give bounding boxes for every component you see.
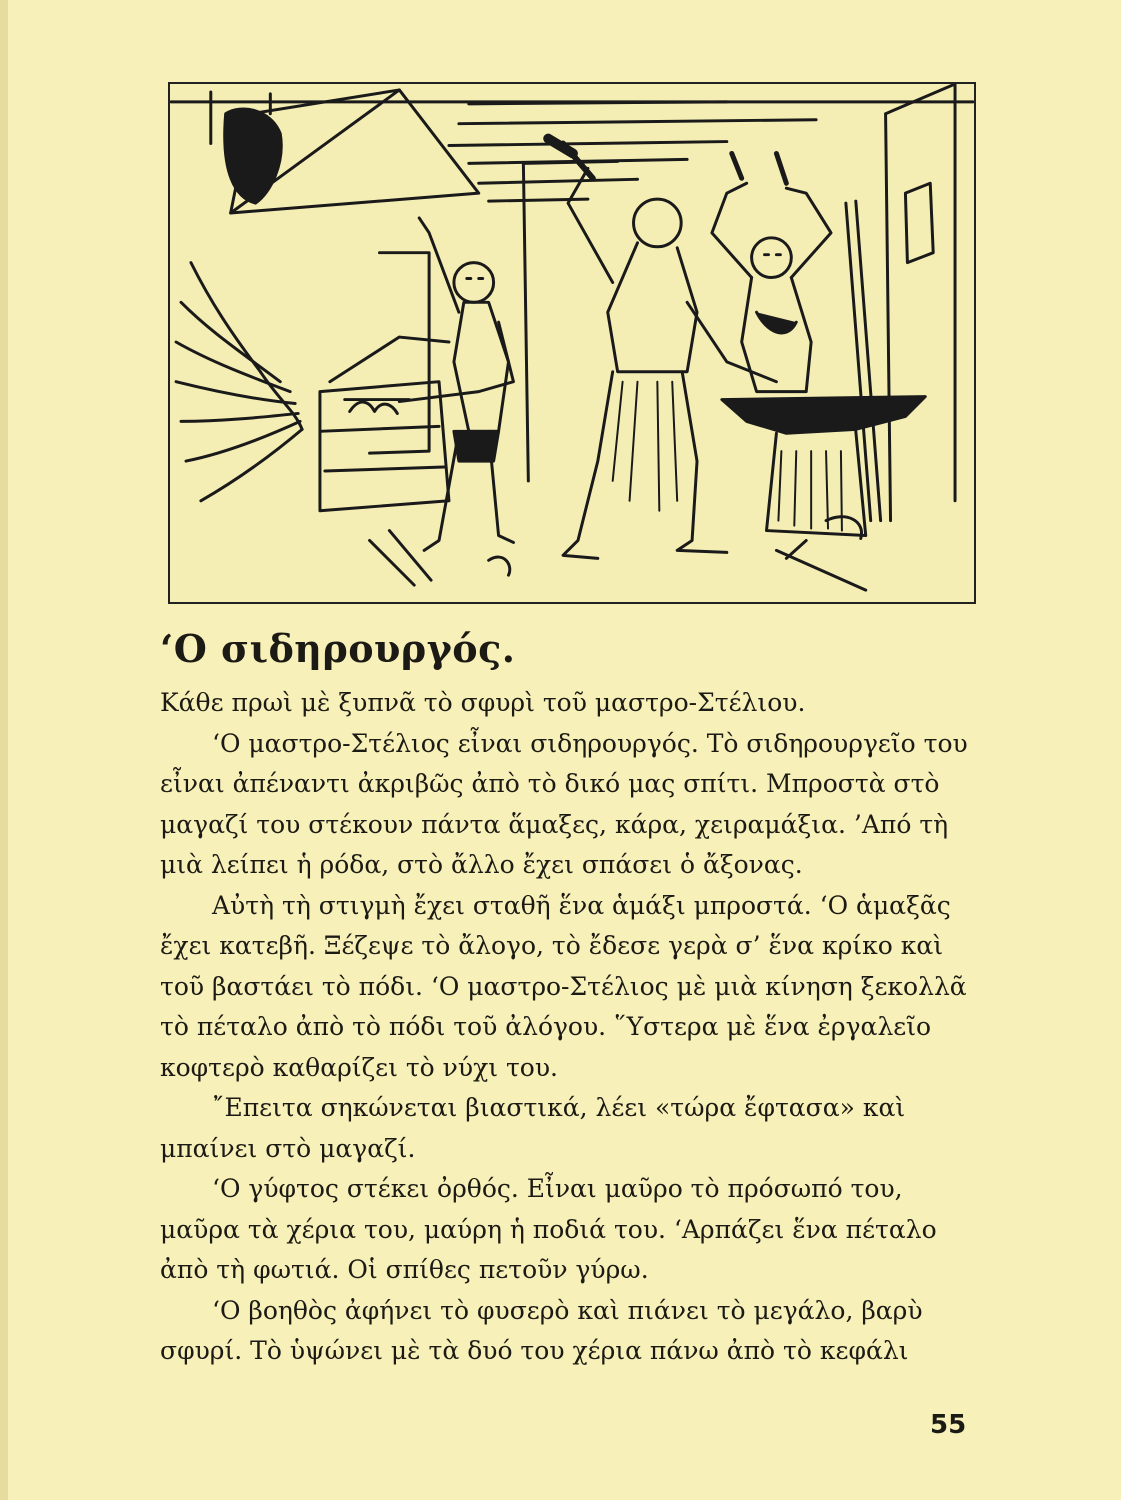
blacksmith-illustration: [168, 82, 976, 604]
paragraph: Κάθε πρωὶ μὲ ξυπνᾶ τὸ σφυρὶ τοῦ μαστρο-Στέλιου.: [160, 688, 806, 717]
body-text: [160, 683, 968, 1372]
page-edge: [0, 0, 8, 1500]
paragraph: ‘Ο βοηθὸς ἀφήνει τὸ φυσερὸ καὶ πιάνει τὸ μεγάλο, βαρὺ σφυρί. Τὸ ὑψώνει μὲ τὰ δυό του χέρια πάνω ἀπὸ τὸ κεφάλι: [160, 1295, 923, 1365]
page-number: 55: [930, 1410, 967, 1440]
paragraph: ῎Επειτα σηκώνεται βιαστικά, λέει «τώρα ἔφτασα» καὶ μπαίνει στὸ μαγαζί.: [160, 1093, 906, 1163]
paragraph: ‘Ο μαστρο-Στέλιος εἶναι σιδηρουργός. Τὸ σιδηρουργεῖο του εἶναι ἀπέναντι ἀκριβῶς ἀπὸ τὸ δικό μας σπίτι. Μπροστὰ στὸ μαγαζί του στέκουν πάντα ἅμαξες, κάρα, χειραμάξια. ’Από τὴ μιὰ λείπει ἡ ρόδα, στὸ ἄλλο ἔχει σπάσει ὁ ἄξονας.: [160, 728, 968, 879]
paragraph: ‘Ο γύφτος στέκει ὀρθός. Εἶναι μαῦρο τὸ πρόσωπό του, μαῦρα τὰ χέρια του, μαύρη ἡ ποδιά του. ‘Αρπάζει ἕνα πέταλο ἀπὸ τὴ φωτιά. Οἱ σπίθες πετοῦν γύρω.: [160, 1174, 937, 1284]
paragraph: Αὐτὴ τὴ στιγμὴ ἔχει σταθῆ ἕνα ἁμάξι μπροστά. ‘Ο ἁμαξᾶς ἔχει κατεβῆ. Ξέζεψε τὸ ἄλογο, τὸ ἔδεσε γερὰ σ’ ἕνα κρίκο καὶ τοῦ βαστάει τὸ πόδι. ‘Ο μαστρο-Στέλιος μὲ μιὰ κίνηση ξεκολλᾶ τὸ πέταλο ἀπὸ τὸ πόδι τοῦ ἀλόγου. ῞Υστερα μὲ ἕνα ἐργαλεῖο κοφτερὸ καθαρίζει τὸ νύχι του.: [160, 890, 967, 1082]
chapter-title: ‘Ο σιδηρουργός.: [160, 626, 516, 671]
